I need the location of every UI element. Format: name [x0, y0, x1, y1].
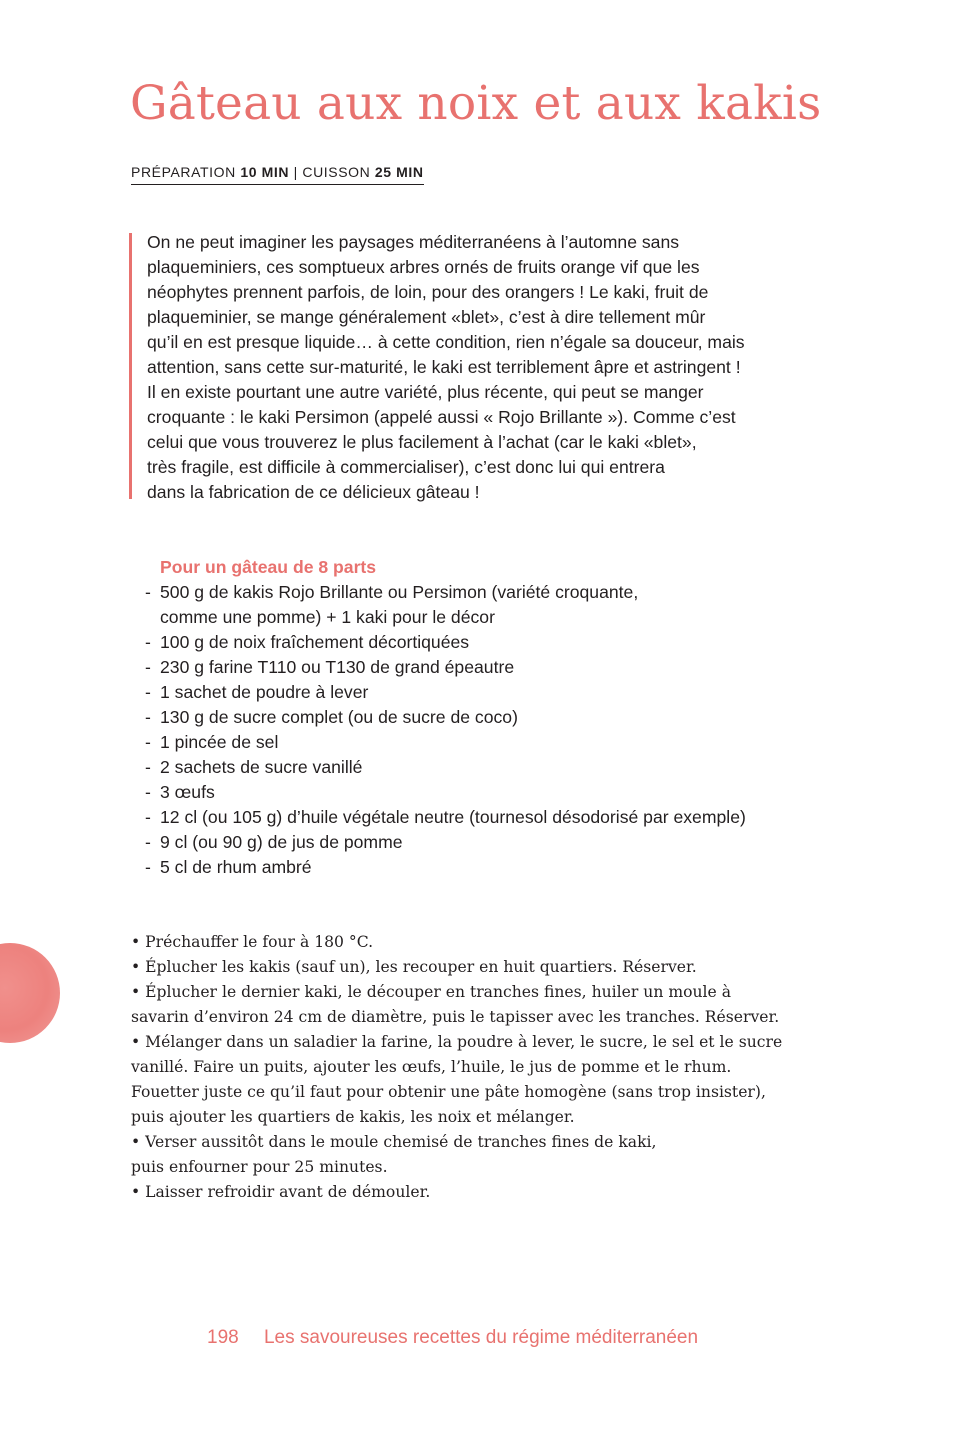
step-line: • Éplucher les kakis (sauf un), les recouper en huit quartiers. Réserver. [131, 958, 697, 976]
intro-accent-bar [129, 233, 132, 499]
intro-line: celui que vous trouverez le plus facilement à l’achat (car le kaki «blet», [147, 432, 697, 452]
intro-line: qu’il en est presque liquide… à cette condition, rien n’égale sa douceur, mais [147, 332, 745, 352]
step-line: Fouetter juste ce qu’il faut pour obtenir une pâte homogène (sans trop insister), [131, 1083, 766, 1101]
intro-line: plaqueminiers, ces somptueux arbres ornés de fruits orange vif que les [147, 257, 700, 277]
intro-line: très fragile, est difficile à commercialiser), c’est donc lui qui entrera [147, 457, 665, 477]
ingredient-text: - 500 g de kakis Rojo Brillante ou Persimon (variété croquante, [160, 582, 639, 602]
intro-line: croquante : le kaki Persimon (appelé aussi « Rojo Brillante »). Comme c’est [147, 407, 736, 427]
page-number: 198 [207, 1327, 239, 1348]
ingredient-item: - 2 sachets de sucre vanillé [145, 755, 746, 780]
intro-paragraph [147, 230, 745, 505]
intro-line: dans la fabrication de ce délicieux gâteau ! [147, 482, 480, 502]
cook-value: 25 MIN [374, 164, 424, 180]
preparation-steps [131, 930, 782, 1205]
ingredient-item: - 3 œufs [145, 780, 746, 805]
intro-line: Il en existe pourtant une autre variété, plus récente, qui peut se manger [147, 382, 704, 402]
step-line: vanillé. Faire un puits, ajouter les œufs, l’huile, le jus de pomme et le rhum. [131, 1058, 732, 1076]
ingredient-item [145, 580, 746, 630]
step-line: • Éplucher le dernier kaki, le découper en tranches fines, huiler un moule à [131, 983, 732, 1001]
decorative-circle [0, 943, 60, 1043]
ingredient-item: - 230 g farine T110 ou T130 de grand épeautre [145, 655, 746, 680]
ingredient-item: - 12 cl (ou 105 g) d’huile végétale neutre (tournesol désodorisé par exemple) [145, 805, 746, 830]
ingredients-list [145, 580, 746, 880]
ingredients-heading: Pour un gâteau de 8 parts [160, 557, 377, 577]
ingredient-item: - 1 pincée de sel [145, 730, 746, 755]
recipe-title: Gâteau aux noix et aux kakis [130, 76, 822, 131]
intro-line: On ne peut imaginer les paysages méditerranéens à l’automne sans [147, 232, 680, 252]
timing-separator: | [293, 164, 298, 180]
ingredient-item: - 1 sachet de poudre à lever [145, 680, 746, 705]
ingredient-item: - 5 cl de rhum ambré [145, 855, 746, 880]
step-line: puis enfourner pour 25 minutes. [131, 1158, 388, 1176]
step-line: • Laisser refroidir avant de démouler. [131, 1183, 431, 1201]
step-line: puis ajouter les quartiers de kakis, les noix et mélanger. [131, 1108, 575, 1126]
prep-label: PRÉPARATION [131, 164, 236, 180]
step-line: savarin d’environ 24 cm de diamètre, puis le tapisser avec les tranches. Réserver. [131, 1008, 780, 1026]
page-footer [207, 1327, 698, 1349]
step-line: • Préchauffer le four à 180 °C. [131, 933, 374, 951]
intro-line: néophytes prennent parfois, de loin, pour des orangers ! Le kaki, fruit de [147, 282, 709, 302]
intro-line: plaqueminier, se mange généralement «blet», c’est à dire tellement mûr [147, 307, 706, 327]
prep-value: 10 MIN [240, 164, 290, 180]
step-line: • Verser aussitôt dans le moule chemisé de tranches fines de kaki, [131, 1133, 657, 1151]
ingredient-item: - 100 g de noix fraîchement décortiquées [145, 630, 746, 655]
step-line: • Mélanger dans un saladier la farine, la poudre à lever, le sucre, le sel et le sucre [131, 1033, 783, 1051]
cook-label: CUISSON [302, 164, 371, 180]
ingredient-item: - 9 cl (ou 90 g) de jus de pomme [145, 830, 746, 855]
ingredient-item: - 130 g de sucre complet (ou de sucre de coco) [145, 705, 746, 730]
timing-info [131, 164, 424, 185]
intro-line: attention, sans cette sur-maturité, le kaki est terriblement âpre et astringent ! [147, 357, 741, 377]
book-title: Les savoureuses recettes du régime méditerranéen [263, 1327, 699, 1348]
ingredient-text-continuation: comme une pomme) + 1 kaki pour le décor [160, 607, 495, 627]
